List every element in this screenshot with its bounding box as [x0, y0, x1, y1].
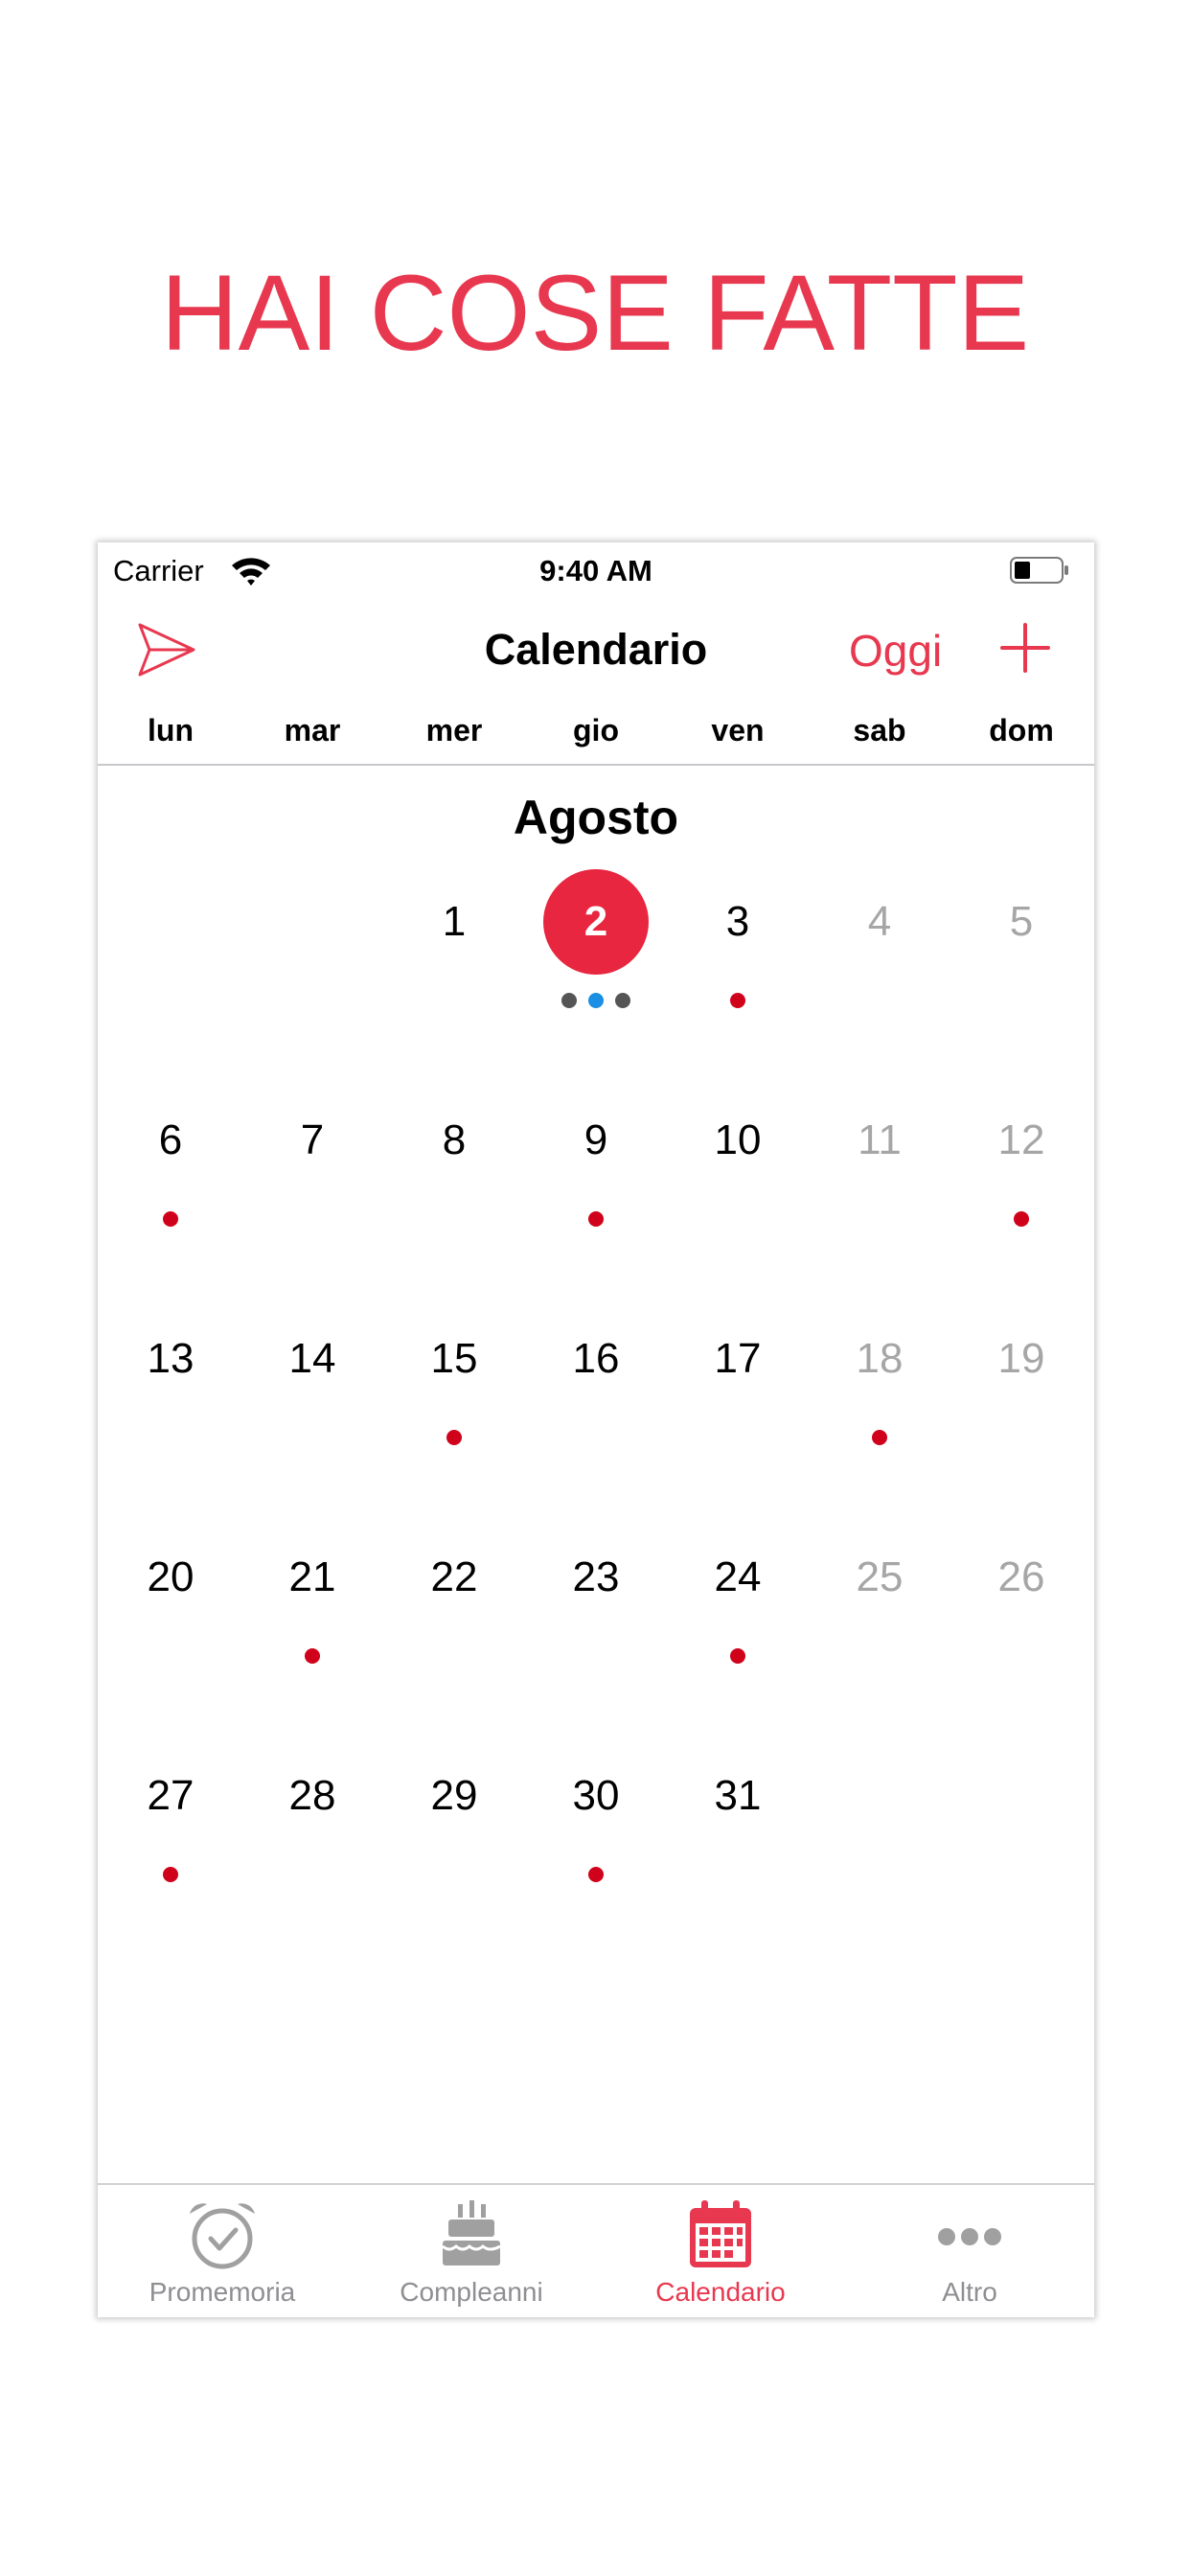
day-number: 22	[430, 1553, 478, 1600]
day-cell[interactable]	[383, 868, 525, 1060]
event-dot	[615, 993, 630, 1008]
day-number: 31	[714, 1772, 762, 1819]
tab-altro[interactable]	[845, 2185, 1094, 2317]
tab-promemoria[interactable]	[98, 2185, 347, 2317]
event-dots	[950, 993, 1092, 1008]
day-number: 19	[997, 1335, 1045, 1382]
day-number: 13	[147, 1335, 195, 1382]
day-number: 11	[858, 1116, 902, 1163]
day-number: 8	[442, 1116, 467, 1163]
event-dots	[525, 1430, 667, 1445]
day-cell[interactable]	[525, 1305, 667, 1497]
event-dots	[667, 1648, 809, 1664]
event-dots	[241, 1648, 383, 1664]
tab-label: Calendario	[655, 2277, 786, 2307]
calendar-icon	[682, 2198, 759, 2271]
more-dots-icon	[931, 2198, 1008, 2271]
promo-headline: HAI COSE FATTE	[160, 253, 1030, 373]
day-cell[interactable]	[950, 1305, 1092, 1497]
event-dot	[872, 1430, 887, 1445]
tab-compleanni[interactable]	[347, 2185, 596, 2317]
day-cell[interactable]	[100, 1742, 241, 1934]
event-dots	[667, 1211, 809, 1227]
day-number: 15	[430, 1335, 478, 1382]
alarm-clock-icon	[184, 2198, 261, 2271]
event-dot	[588, 993, 604, 1008]
day-cell[interactable]	[525, 1742, 667, 1934]
event-dots	[667, 1867, 809, 1882]
status-time: 9:40 AM	[539, 554, 652, 587]
day-number: 7	[300, 1116, 325, 1163]
event-dot	[305, 1648, 320, 1664]
tab-label: Compleanni	[400, 2277, 543, 2307]
event-dot	[446, 1430, 462, 1445]
event-dots	[525, 1648, 667, 1664]
day-cell[interactable]	[667, 1742, 809, 1934]
event-dots	[100, 1648, 241, 1664]
day-number: 17	[714, 1335, 762, 1382]
day-number: 12	[997, 1116, 1045, 1163]
month-title: Agosto	[513, 791, 679, 844]
carrier-label: Carrier	[113, 554, 204, 587]
event-dots	[525, 993, 667, 1008]
event-dots	[950, 1430, 1092, 1445]
day-cell-today[interactable]	[525, 868, 667, 1060]
day-cell[interactable]	[525, 1524, 667, 1715]
day-number: 14	[288, 1335, 336, 1382]
event-dot	[561, 993, 577, 1008]
day-cell[interactable]	[950, 1524, 1092, 1715]
tab-label: Altro	[942, 2277, 997, 2307]
weekday-label: mer	[425, 713, 483, 748]
day-cell[interactable]	[241, 1524, 383, 1715]
day-number: 26	[997, 1553, 1045, 1600]
event-dots	[383, 1211, 525, 1227]
day-cell[interactable]	[809, 868, 950, 1060]
day-number: 10	[714, 1116, 762, 1163]
day-cell[interactable]	[667, 1087, 809, 1278]
event-dot	[1014, 1211, 1029, 1227]
day-number: 18	[856, 1335, 904, 1382]
weekday-label: sab	[853, 713, 906, 748]
day-cell[interactable]	[100, 1305, 241, 1497]
day-number: 5	[1009, 898, 1034, 945]
event-dots	[667, 1430, 809, 1445]
day-number: 21	[288, 1553, 336, 1600]
weekday-label: mar	[284, 713, 341, 748]
weekday-label: dom	[989, 713, 1054, 748]
day-cell[interactable]	[809, 1087, 950, 1278]
event-dots	[241, 1430, 383, 1445]
event-dot	[588, 1211, 604, 1227]
day-number: 23	[572, 1553, 620, 1600]
day-cell[interactable]	[950, 1087, 1092, 1278]
day-cell[interactable]	[383, 1087, 525, 1278]
day-cell[interactable]	[950, 868, 1092, 1060]
event-dots	[809, 1648, 950, 1664]
day-cell[interactable]	[667, 868, 809, 1060]
day-cell[interactable]	[809, 1524, 950, 1715]
day-cell[interactable]	[809, 1305, 950, 1497]
today-button[interactable]: Oggi	[849, 626, 943, 676]
day-number: 28	[288, 1772, 336, 1819]
day-number: 3	[725, 898, 750, 945]
day-cell[interactable]	[667, 1524, 809, 1715]
day-number: 29	[430, 1772, 478, 1819]
event-dots	[241, 1211, 383, 1227]
day-number: 2	[584, 898, 608, 945]
day-cell[interactable]	[383, 1524, 525, 1715]
day-number: 25	[856, 1553, 904, 1600]
day-cell[interactable]	[100, 1087, 241, 1278]
event-dots	[241, 1867, 383, 1882]
event-dots	[525, 1211, 667, 1227]
tab-bar	[98, 2183, 1094, 2317]
day-number: 24	[714, 1553, 762, 1600]
event-dots	[100, 1211, 241, 1227]
event-dots	[809, 1430, 950, 1445]
day-cell[interactable]	[241, 1305, 383, 1497]
event-dots	[950, 1211, 1092, 1227]
day-number: 6	[158, 1116, 183, 1163]
event-dot	[163, 1211, 178, 1227]
event-dots	[100, 1430, 241, 1445]
event-dots	[383, 1430, 525, 1445]
event-dots	[809, 993, 950, 1008]
day-number: 4	[867, 898, 892, 945]
day-cell[interactable]	[383, 1742, 525, 1934]
day-number: 16	[572, 1335, 620, 1382]
event-dots	[100, 1867, 241, 1882]
calendar-grid	[98, 542, 1094, 2172]
weekday-label: lun	[148, 713, 194, 748]
day-cell[interactable]	[241, 1087, 383, 1278]
day-cell[interactable]	[241, 1742, 383, 1934]
event-dots	[383, 1867, 525, 1882]
day-number: 20	[147, 1553, 195, 1600]
phone-screen	[98, 542, 1094, 2317]
event-dots	[950, 1648, 1092, 1664]
event-dot	[163, 1867, 178, 1882]
day-number: 1	[442, 898, 467, 945]
weekday-label: ven	[711, 713, 765, 748]
day-cell[interactable]	[525, 1087, 667, 1278]
event-dots	[667, 993, 809, 1008]
day-number: 27	[147, 1772, 195, 1819]
event-dot	[730, 1648, 745, 1664]
tab-label: Promemoria	[149, 2277, 296, 2307]
page-title: Calendario	[484, 625, 708, 674]
day-cell[interactable]	[100, 1524, 241, 1715]
event-dot	[730, 993, 745, 1008]
day-number: 30	[572, 1772, 620, 1819]
birthday-cake-icon	[433, 2198, 510, 2271]
weekday-label: gio	[573, 713, 619, 748]
day-cell[interactable]	[383, 1305, 525, 1497]
event-dots	[383, 993, 525, 1008]
event-dots	[383, 1648, 525, 1664]
day-number: 9	[584, 1116, 608, 1163]
event-dot	[588, 1867, 604, 1882]
event-dots	[525, 1867, 667, 1882]
event-dots	[809, 1211, 950, 1227]
tab-calendario[interactable]	[596, 2185, 845, 2317]
day-cell[interactable]	[667, 1305, 809, 1497]
